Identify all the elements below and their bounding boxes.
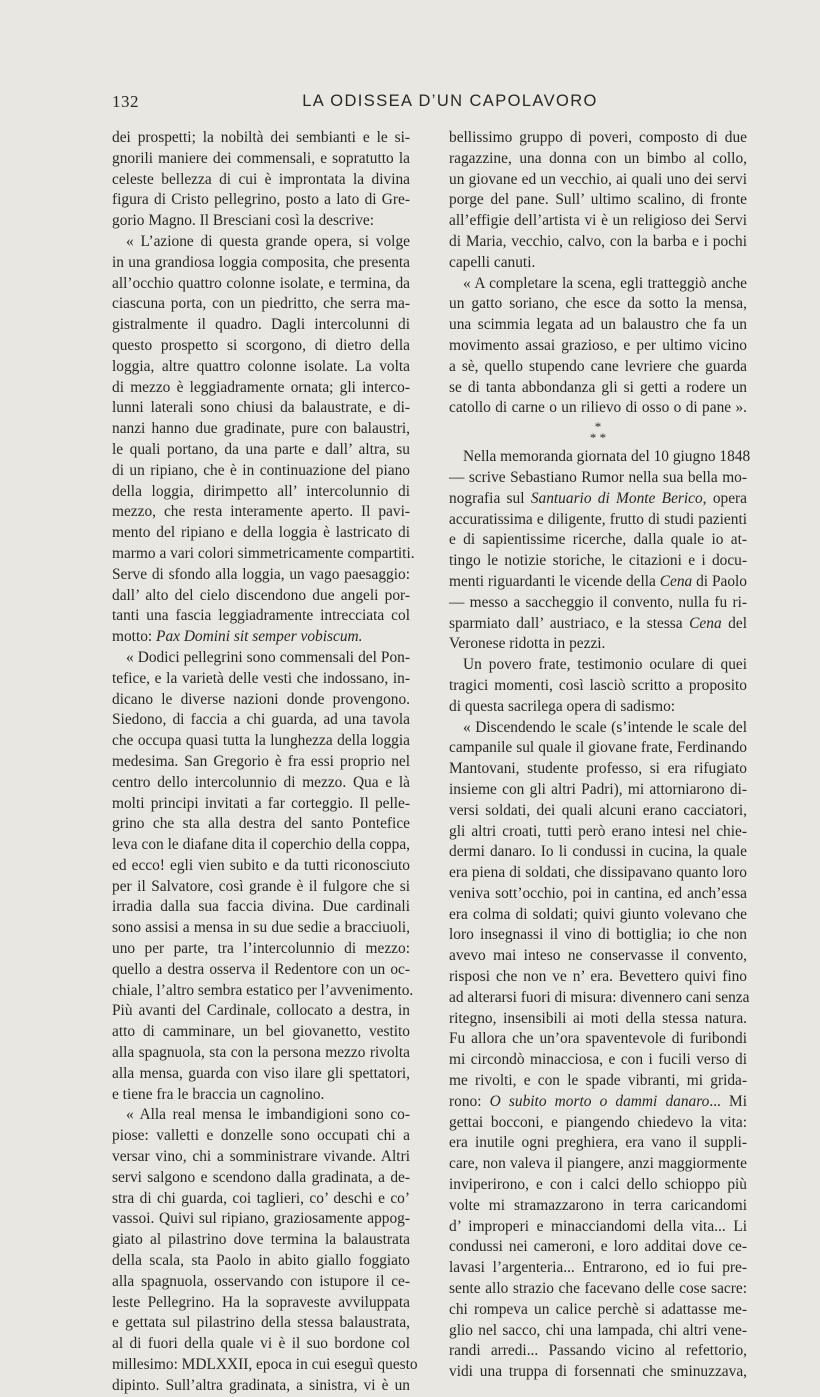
text-line bbox=[449, 988, 750, 1009]
text-run: della loggia, dirimpetto all’ intercolunnio di bbox=[112, 482, 410, 500]
text-run: figura di Cristo pellegrino, posto a lato di Gre- bbox=[112, 191, 410, 209]
text-line bbox=[449, 738, 747, 759]
text-run: chi rompeva un calice perchè si adattasse me- bbox=[449, 1300, 747, 1318]
text-run: mento del ripiano e della loggia è lastricato di bbox=[112, 524, 410, 542]
text-line bbox=[112, 897, 410, 918]
text-line bbox=[112, 1376, 410, 1397]
text-run: Un povero frate, testimonio oculare di quei bbox=[463, 656, 747, 674]
text-run: campanile sul quale il giovane frate, Ferdinando bbox=[449, 739, 747, 757]
text-run: accuratissima e diligente, frutto di studi pazienti bbox=[449, 510, 747, 528]
text-run: alla spagnuola, osservando con istupore il ce- bbox=[112, 1272, 410, 1290]
text-line bbox=[449, 801, 747, 822]
text-line bbox=[112, 606, 410, 627]
text-run: e gettata sul pilastrino della stessa balaustrata, bbox=[112, 1314, 410, 1332]
text-run: lunni laterali sono chiusi da balaustrate, e di- bbox=[112, 399, 410, 417]
text-run: della scala, sta Paolo in abito giallo foggiato bbox=[112, 1252, 410, 1270]
text-run: molti principi invitati a far corteggio. Il pelle- bbox=[112, 794, 410, 812]
text-run: porge del pane. Sull’ ultimo scalino, di fronte bbox=[449, 191, 747, 209]
text-line bbox=[449, 759, 747, 780]
text-line bbox=[449, 128, 747, 149]
text-run: Serve di sfondo alla loggia, un vago paesaggio: bbox=[112, 565, 410, 583]
text-run: gnorili maniere dei commensali, e sopratutto la bbox=[112, 149, 410, 167]
text-run: tingo le notizie storiche, le citazioni e i docu- bbox=[449, 552, 747, 570]
text-line bbox=[112, 1064, 410, 1085]
text-line bbox=[112, 918, 410, 939]
text-run: di mezzo è leggiadramente ornata; gli interco- bbox=[112, 378, 410, 396]
text-run: nografia sul bbox=[449, 489, 531, 507]
text-run: grino che sta alla destra del santo Pontefice bbox=[112, 815, 410, 833]
text-line bbox=[112, 461, 410, 482]
text-line bbox=[112, 253, 410, 274]
text-run: me rivolti, e con le spade vibranti, mi grida- bbox=[449, 1072, 747, 1090]
text-run: uno per parte, tra l’intercolunnio di mezzo: bbox=[112, 940, 410, 958]
text-line bbox=[449, 697, 747, 718]
text-line bbox=[449, 398, 747, 419]
text-run: insieme con gli altri Padri), mi attorniarono di- bbox=[449, 780, 747, 798]
text-line bbox=[112, 648, 410, 669]
text-run: ragazzine, una donna con un bimbo al collo, bbox=[449, 149, 747, 167]
text-line bbox=[112, 274, 410, 295]
text-run: d’ improperi e minacciandomi della vita... Li bbox=[449, 1217, 747, 1235]
text-run: di questa sacrilega opera di sadismo: bbox=[449, 697, 676, 715]
text-run: gettai bocconi, e piangendo chiedevo la vita: bbox=[449, 1113, 747, 1131]
text-run: una scimmia legata ad un balaustro che fa un bbox=[449, 316, 747, 334]
text-run: gistralmente il quadro. Dagli intercolunni di bbox=[112, 316, 410, 334]
text-line bbox=[112, 794, 410, 815]
text-run: dicano le diverse nazioni donde provengono. bbox=[112, 690, 410, 708]
text-run: catollo di carne o un rilievo di osso o di pane ». bbox=[449, 399, 747, 417]
text-run: mezzo, che resta interamente aperto. Il pavi- bbox=[112, 503, 410, 521]
text-run: versar vino, chi a somministrare vivande. Altri bbox=[112, 1148, 410, 1166]
text-line bbox=[449, 634, 747, 655]
text-line bbox=[449, 468, 747, 489]
text-line bbox=[112, 357, 410, 378]
text-line bbox=[449, 718, 747, 739]
text-line bbox=[112, 669, 410, 690]
text-line bbox=[112, 877, 410, 898]
text-line bbox=[112, 1334, 410, 1355]
text-run: se di tanta abbondanza gli si getti a rodere un bbox=[449, 378, 747, 396]
text-run: glio nel sacco, chi una lampada, chi altri vene- bbox=[449, 1321, 747, 1339]
text-line bbox=[449, 551, 747, 572]
text-line bbox=[112, 232, 410, 253]
text-line bbox=[112, 128, 410, 149]
text-line bbox=[112, 1209, 410, 1230]
text-line bbox=[449, 1071, 747, 1092]
text-run: volte mi stramazzarono in terra caricandomi bbox=[449, 1196, 747, 1214]
text-run: mi circondò minacciosa, e con i fucili verso di bbox=[449, 1051, 747, 1069]
text-line bbox=[112, 502, 410, 523]
text-line bbox=[112, 1022, 410, 1043]
text-line bbox=[449, 510, 747, 531]
text-run: tragici momenti, così lasciò scritto a proposito bbox=[449, 676, 747, 694]
text-run: millesimo: MDLXXII, epoca in cui eseguì questo bbox=[112, 1356, 418, 1374]
text-run: di Paolo bbox=[692, 572, 747, 590]
text-line bbox=[449, 1092, 747, 1113]
text-run: per il Salvatore, così grande è il fulgore che si bbox=[112, 877, 410, 895]
text-run: Nella memoranda giornata del 10 giugno 1848 bbox=[463, 448, 751, 466]
text-run: leva con le diafane dita il coperchio della coppa, bbox=[112, 836, 410, 854]
text-run: movimento assai grazioso, e per ultimo vicino bbox=[449, 336, 747, 354]
text-line bbox=[112, 1355, 418, 1376]
text-line bbox=[449, 315, 747, 336]
text-run: gli altri croati, tutti però erano intesi nel chie- bbox=[449, 822, 747, 840]
text-run: dermi danaro. Io li condussi in cucina, la quale bbox=[449, 843, 747, 861]
asterism-top: * bbox=[594, 419, 602, 435]
text-line bbox=[449, 1341, 747, 1362]
text-line bbox=[449, 1279, 747, 1300]
text-run: un giovane ed un vecchio, ai quali uno dei servi bbox=[449, 170, 747, 188]
text-run: e tiene fra le braccia un cagnolino. bbox=[112, 1085, 325, 1103]
text-line bbox=[449, 1237, 747, 1258]
running-head bbox=[0, 92, 820, 116]
text-line bbox=[449, 211, 747, 232]
text-line bbox=[112, 690, 410, 711]
text-run: Più avanti del Cardinale, collocato a destra, in bbox=[112, 1002, 410, 1020]
text-run: ... Mi bbox=[709, 1092, 747, 1110]
text-run: « L’azione di questa grande opera, si volge bbox=[126, 232, 410, 250]
text-run: del bbox=[721, 614, 747, 632]
text-run: Siedono, di faccia a chi guarda, ad una tavola bbox=[112, 711, 410, 729]
text-run: — scrive Sebastiano Rumor nella sua bella mo- bbox=[449, 468, 747, 486]
text-line bbox=[112, 1147, 410, 1168]
asterism-bottom: * * bbox=[589, 430, 607, 446]
text-line bbox=[449, 925, 747, 946]
text-line bbox=[449, 336, 747, 357]
text-run: dall’ alto del cielo discendono due angeli por- bbox=[112, 586, 410, 604]
text-run: ed ecco! egli vien subito e da tutti riconosciuto bbox=[112, 856, 410, 874]
text-line bbox=[449, 1113, 747, 1134]
text-run: randi arredi... Passando vicino al refettorio, bbox=[449, 1342, 747, 1360]
text-run: lavasi l’argenteria... Entrarono, ed io fui pre- bbox=[449, 1259, 747, 1277]
text-run: rono: bbox=[449, 1092, 490, 1110]
text-line bbox=[449, 1050, 747, 1071]
text-line bbox=[112, 752, 410, 773]
text-run: a sè, quello stupendo cane levriere che guarda bbox=[449, 357, 747, 375]
text-line bbox=[449, 530, 747, 551]
right-column-part-b bbox=[449, 447, 751, 1383]
text-line bbox=[449, 1196, 747, 1217]
text-run: « Alla real mensa le imbandigioni sono co- bbox=[126, 1106, 410, 1124]
text-run: care, non valeva il piangere, anzi maggiormente bbox=[449, 1155, 747, 1173]
text-line bbox=[112, 1001, 410, 1022]
text-run: era inutile ogni preghiera, era vano il suppli- bbox=[449, 1134, 747, 1152]
text-run: che occupa quasi tutta la lunghezza della loggia bbox=[112, 732, 410, 750]
text-run: inviperirono, e con i calci dello schioppo più bbox=[449, 1176, 747, 1194]
text-run: loggia, altre quattro colonne isolate. La volta bbox=[112, 357, 410, 375]
text-line bbox=[112, 1189, 410, 1210]
page-number: 132 bbox=[112, 92, 139, 111]
text-run: ciascuna porta, con un piedritto, che serra ma- bbox=[112, 295, 410, 313]
text-run: « A completare la scena, egli tratteggiò anche bbox=[463, 274, 747, 292]
text-run: nanzi hanno due gradinate, pure con balaustri, bbox=[112, 420, 410, 438]
text-line bbox=[112, 1230, 410, 1251]
text-run: chiale, l’altro sembra estatico per l’avvenimento. bbox=[112, 981, 414, 999]
text-run: sparmiato dall’ austriaco, e la stessa bbox=[449, 614, 690, 632]
text-run: celeste bellezza di cui è improntata la divina bbox=[112, 170, 410, 188]
text-line bbox=[449, 253, 747, 274]
text-line bbox=[449, 447, 751, 468]
text-run: di Maria, vecchio, calvo, con la barba e i pochi bbox=[449, 232, 747, 250]
text-line bbox=[112, 1313, 410, 1334]
italic-run: Santuario di Monte Berico, bbox=[530, 489, 707, 507]
text-run: irradia dalla sua faccia divina. Due cardinali bbox=[112, 898, 410, 916]
text-line bbox=[449, 357, 747, 378]
text-line bbox=[449, 274, 747, 295]
text-run: all’occhio quattro colonne isolate, e termina, da bbox=[112, 274, 410, 292]
text-run: capelli canuti. bbox=[449, 253, 536, 271]
text-run: Fu allora che un’ora spaventevole di furibondi bbox=[449, 1030, 747, 1048]
text-line bbox=[112, 1085, 410, 1106]
text-line bbox=[449, 905, 747, 926]
text-run: alla mensa, guarda con viso ilare gli spettatori, bbox=[112, 1064, 410, 1082]
italic-run: Cena bbox=[689, 614, 722, 632]
text-run: dei prospetti; la nobiltà dei sembianti e le si- bbox=[112, 129, 410, 146]
text-line bbox=[112, 1105, 410, 1126]
text-run: giato al pilastrino dove termina la balaustrata bbox=[112, 1231, 410, 1249]
text-line bbox=[112, 981, 414, 1002]
text-run: stra di chi guarda, coi taglieri, co’ deschi e co’ bbox=[112, 1189, 410, 1207]
right-column bbox=[449, 128, 751, 1383]
text-line bbox=[449, 1300, 747, 1321]
text-line bbox=[112, 627, 410, 648]
text-run: — messo a saccheggio il convento, nulla fu ri- bbox=[449, 593, 747, 611]
text-line bbox=[112, 1043, 410, 1064]
text-run: sente allo strazio che facevano delle cose sacre: bbox=[449, 1280, 747, 1298]
text-run: al di fuori della quale vi è il suo bordone col bbox=[112, 1335, 410, 1353]
text-run: Mantovani, studente professo, si era rifugiato bbox=[449, 760, 747, 778]
text-run: ad alterarsi fuori di misura: divennero cani senza bbox=[449, 988, 750, 1006]
text-line bbox=[112, 1272, 410, 1293]
text-run: medesima. San Gregorio è fra essi proprio nel bbox=[112, 752, 410, 770]
text-line bbox=[112, 1293, 410, 1314]
text-run: e di sapientissime ricerche, dalla quale io at- bbox=[449, 531, 747, 549]
text-run: leste Pellegrino. Ha la sopraveste avviluppata bbox=[112, 1293, 410, 1311]
text-line bbox=[112, 814, 410, 835]
text-line bbox=[112, 960, 410, 981]
text-line bbox=[449, 842, 747, 863]
text-line bbox=[449, 655, 747, 676]
text-run: motto: bbox=[112, 628, 157, 646]
left-column bbox=[112, 128, 418, 1397]
text-line bbox=[449, 946, 747, 967]
text-line bbox=[449, 170, 747, 191]
text-run: era piena di soldati, che dissipavano quanto loro bbox=[449, 864, 747, 882]
text-line bbox=[112, 710, 410, 731]
text-run: sono assisi a mensa in su due sedie a bracciuoli, bbox=[112, 919, 410, 937]
text-line bbox=[449, 593, 747, 614]
text-run: di un ripiano, che è in continuazione del piano bbox=[112, 461, 410, 479]
text-line bbox=[112, 731, 410, 752]
text-run: tefice, e la varietà delle vesti che indossano, in- bbox=[112, 669, 410, 687]
italic-run: Cena bbox=[659, 572, 693, 590]
text-line bbox=[112, 482, 410, 503]
text-line bbox=[112, 856, 410, 877]
text-line bbox=[449, 1258, 747, 1279]
text-line bbox=[112, 170, 410, 191]
text-line bbox=[449, 149, 747, 170]
text-line bbox=[449, 967, 747, 988]
text-run: opera bbox=[706, 489, 748, 507]
right-column-part-a bbox=[449, 128, 747, 419]
text-run: alla spagnuola, sta con la persona mezzo rivolta bbox=[112, 1044, 410, 1062]
text-line bbox=[112, 336, 410, 357]
text-run: quello a destra osserva il Redentore con un oc- bbox=[112, 960, 410, 978]
text-line bbox=[112, 586, 410, 607]
text-run: atto di camminare, un bel giovanetto, vestito bbox=[112, 1023, 410, 1041]
text-line bbox=[112, 1251, 410, 1272]
text-line bbox=[449, 489, 747, 510]
text-line bbox=[449, 1133, 747, 1154]
section-separator bbox=[449, 419, 747, 446]
text-line bbox=[112, 440, 410, 461]
text-run: le quali portano, da una parte e dall’ altra, su bbox=[112, 440, 410, 458]
text-line bbox=[449, 863, 747, 884]
text-line bbox=[449, 822, 747, 843]
text-line bbox=[112, 190, 410, 211]
text-run: gorio Magno. Il Bresciani così la descrive: bbox=[112, 212, 374, 230]
text-line bbox=[449, 378, 747, 399]
running-title: LA ODISSEA D’UN CAPOLAVORO bbox=[302, 92, 598, 110]
text-run: centro dello intercolunnio di mezzo. Qua e là bbox=[112, 773, 410, 791]
text-line bbox=[449, 780, 747, 801]
text-run: era colma di soldati; quivi giunto volevano che bbox=[449, 905, 747, 923]
text-run: « Dodici pellegrini sono commensali del Pon- bbox=[126, 648, 410, 666]
italic-run: Pax Domini sit semper vobiscum. bbox=[156, 628, 363, 646]
text-line bbox=[112, 835, 410, 856]
text-line bbox=[112, 315, 410, 336]
text-run: veniva sott’occhio, poi in cantina, ed anch’essa bbox=[449, 884, 747, 902]
text-line bbox=[449, 1029, 747, 1050]
text-run: un gatto soriano, che esce da sotto la mensa, bbox=[449, 295, 747, 313]
text-line bbox=[112, 294, 410, 315]
text-run: menti riguardanti le vicende della bbox=[449, 572, 660, 590]
text-run: condussi nei cameroni, e loro additai dove ce- bbox=[449, 1238, 747, 1256]
text-run: vassoi. Quivi sul ripiano, graziosamente appog- bbox=[112, 1210, 410, 1228]
text-line bbox=[449, 1154, 747, 1175]
text-run: loro insegnassi il vino di bottiglia; io che non bbox=[449, 926, 747, 944]
text-line bbox=[449, 614, 747, 635]
text-line bbox=[112, 211, 410, 232]
text-run: Veronese ridotta in pezzi. bbox=[449, 635, 606, 653]
text-line bbox=[112, 939, 410, 960]
text-run: versi soldati, dei quali alcuni erano cacciatori, bbox=[449, 801, 747, 819]
text-run: servi salgono e scendono dalla gradinata, a de- bbox=[112, 1168, 410, 1186]
text-line bbox=[112, 398, 410, 419]
text-line bbox=[112, 544, 415, 565]
text-line bbox=[449, 1009, 747, 1030]
text-line bbox=[112, 1126, 410, 1147]
text-run: avevo mai inteso ne conservasse il convento, bbox=[449, 947, 747, 965]
text-run: all’effigie dell’artista vi è un religioso dei Servi bbox=[449, 212, 747, 230]
text-line bbox=[449, 190, 747, 211]
text-run: risposi che non ve n’ era. Bevettero quivi fino bbox=[449, 968, 747, 986]
text-line bbox=[449, 1175, 747, 1196]
text-line bbox=[449, 676, 747, 697]
text-run: tanti una fascia leggiadramente intrecciata col bbox=[112, 607, 410, 625]
text-run: bellissimo gruppo di poveri, composto di due bbox=[449, 129, 747, 146]
text-line bbox=[449, 1362, 747, 1383]
text-run: piose: valletti e donzelle sono occupati chi a bbox=[112, 1127, 410, 1145]
text-line bbox=[112, 773, 410, 794]
text-line bbox=[112, 378, 410, 399]
text-line bbox=[112, 419, 410, 440]
text-line bbox=[449, 884, 747, 905]
text-line bbox=[112, 1168, 410, 1189]
text-line bbox=[112, 523, 410, 544]
text-line bbox=[449, 572, 747, 593]
text-line bbox=[449, 294, 747, 315]
text-line bbox=[449, 1321, 747, 1342]
text-run: questo prospetto si scorgono, di dietro della bbox=[112, 336, 410, 354]
text-line bbox=[112, 149, 410, 170]
text-run: vidi una truppa di forsennati che sminuzzava, bbox=[449, 1363, 747, 1381]
text-run: marmo a vari colori simmetricamente compartiti. bbox=[112, 544, 415, 562]
text-line bbox=[449, 1217, 747, 1238]
text-run: ritegno, insensibili ai moti della stessa natura. bbox=[449, 1009, 747, 1027]
text-run: dipinto. Sull’altra gradinata, a sinistra, vi è un bbox=[112, 1376, 410, 1394]
text-line bbox=[449, 232, 747, 253]
text-run: in una grandiosa loggia composita, che presenta bbox=[112, 253, 410, 271]
text-line bbox=[112, 565, 410, 586]
italic-run: O subito morto o dammi danaro bbox=[489, 1092, 710, 1110]
text-run: « Discendendo le scale (s’intende le scale del bbox=[463, 718, 747, 736]
